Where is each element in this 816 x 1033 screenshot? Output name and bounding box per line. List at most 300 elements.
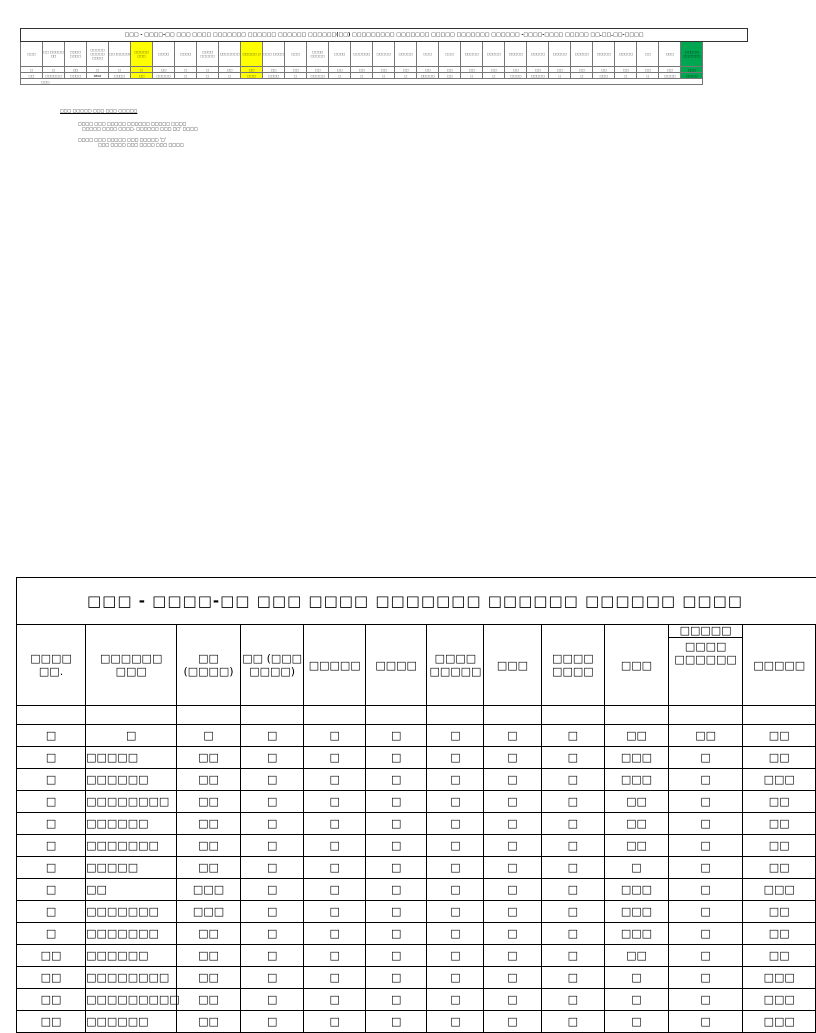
table-cell: □ bbox=[240, 791, 304, 813]
table-cell: □□□ bbox=[605, 879, 669, 901]
thumbnail-cell: □ bbox=[285, 73, 307, 79]
table-cell: □ bbox=[484, 967, 541, 989]
thumbnail-cell: □□ bbox=[153, 67, 175, 73]
thumbnail-cell: □□□□□ □□□□□□ bbox=[681, 42, 703, 67]
table-cell: □ bbox=[365, 813, 426, 835]
table-cell: □ bbox=[365, 747, 426, 769]
table-cell: □ bbox=[365, 945, 426, 967]
table-cell: □ bbox=[17, 857, 86, 879]
table-row bbox=[17, 945, 816, 967]
table-cell: □□□ bbox=[605, 769, 669, 791]
thumbnail-cell: □□□□ bbox=[109, 73, 131, 79]
thumbnail-cell: □ bbox=[109, 67, 131, 73]
thumbnail-cell: □□□□ bbox=[329, 42, 351, 67]
thumbnail-cell: □ bbox=[483, 73, 505, 79]
table-cell: □ bbox=[240, 813, 304, 835]
table-cell: □ bbox=[304, 769, 365, 791]
thumbnail-cell: □ bbox=[373, 73, 395, 79]
table-row bbox=[17, 901, 816, 923]
table-cell: □ bbox=[365, 835, 426, 857]
thumbnail-cell: □ bbox=[175, 67, 197, 73]
table-row bbox=[17, 967, 816, 989]
thumbnail-cell: □□□ bbox=[681, 67, 703, 73]
thumbnail-cell: □□□□□ bbox=[373, 42, 395, 67]
thumbnail-cell: □□□ bbox=[439, 42, 461, 67]
table-cell: □ bbox=[427, 901, 484, 923]
table-cell: □□ bbox=[743, 813, 816, 835]
thumbnail-cell: □□ bbox=[307, 67, 329, 73]
table-cell: □ bbox=[484, 901, 541, 923]
thumbnail-cell: □□ bbox=[373, 67, 395, 73]
thumbnail-cell: □□□□□ bbox=[527, 73, 549, 79]
thumbnail-cell: □□□ bbox=[285, 42, 307, 67]
note-line: □□□ □□□□ □□□ □□□□ □□□ □□□□ bbox=[98, 142, 184, 147]
index-cell: □□ bbox=[605, 725, 669, 747]
district-name-cell: □□□□□□ bbox=[86, 813, 177, 835]
table-cell: □ bbox=[365, 989, 426, 1011]
table-cell: □ bbox=[17, 813, 86, 835]
table-cell: □ bbox=[427, 747, 484, 769]
district-name-cell: □□□□□□□□ bbox=[86, 967, 177, 989]
table-cell: □ bbox=[484, 835, 541, 857]
table-cell: □□□ bbox=[605, 923, 669, 945]
column-header: □□□□□ bbox=[743, 625, 816, 706]
table-cell: □ bbox=[668, 901, 743, 923]
thumbnail-cell: □ bbox=[21, 67, 43, 73]
thumbnail-cell: □□ bbox=[285, 67, 307, 73]
thumbnail-cell: □□□□□ □ bbox=[241, 42, 263, 67]
table-cell: □ bbox=[427, 813, 484, 835]
table-cell: □□ bbox=[177, 857, 241, 879]
thumbnail-cell: SB02 bbox=[87, 73, 109, 79]
table-cell: □ bbox=[541, 923, 605, 945]
table-body bbox=[17, 747, 816, 1033]
thumbnail-cell: □□□□□□ bbox=[351, 42, 373, 67]
thumbnail-cell: □□ bbox=[131, 73, 153, 79]
thumbnail-title: □□□ - □□□□-□□ □□□ □□□□ □□□□□□□ □□□□□□ □□□□□□ □□□□□□(□□) □□□□□□□□□ □□□□□□□ □□□□□ □□□□□□□ □□□□□□ -□□□□-□□□□ □□□□□ □□.□□.□□-□□□□ bbox=[21, 29, 748, 42]
thumbnail-cell: □□ bbox=[505, 67, 527, 73]
thumbnail-cell: □□□□□ bbox=[549, 42, 571, 67]
table-cell: □□ bbox=[743, 857, 816, 879]
thumbnail-total-row bbox=[21, 79, 748, 85]
table-cell: □□ bbox=[605, 813, 669, 835]
table-cell: □ bbox=[304, 945, 365, 967]
index-cell: □□ bbox=[668, 725, 743, 747]
table-row bbox=[17, 923, 816, 945]
thumbnail-cell: □□ bbox=[219, 67, 241, 73]
table-cell: □□□ bbox=[743, 1011, 816, 1033]
thumbnail-cell: □□□□ bbox=[659, 73, 681, 79]
thumbnail-cell: □□□□□ bbox=[307, 73, 329, 79]
table-cell: □ bbox=[427, 1011, 484, 1033]
table-cell: □ bbox=[668, 945, 743, 967]
thumbnail-cell: □□ bbox=[637, 42, 659, 67]
table-cell: □□□ bbox=[177, 879, 241, 901]
thumbnail-cell: □□□□ □□□□□ bbox=[307, 42, 329, 67]
table-cell: □ bbox=[605, 1011, 669, 1033]
table-cell: □□□ bbox=[743, 879, 816, 901]
column-header: □□ (□□□ □□□□) bbox=[240, 625, 304, 706]
table-cell: □□□ bbox=[743, 989, 816, 1011]
index-cell: □ bbox=[427, 725, 484, 747]
table-cell: □ bbox=[17, 747, 86, 769]
thumbnail-cell: □□ bbox=[593, 67, 615, 73]
thumbnail-cell: □□□ bbox=[659, 42, 681, 67]
table-cell: □□ bbox=[177, 1011, 241, 1033]
note-line: □□□□ □□□ □□□□□ □□□ □□□□□ '□' bbox=[78, 137, 166, 142]
table-cell: □ bbox=[484, 945, 541, 967]
table-cell: □ bbox=[304, 879, 365, 901]
table-cell: □□ bbox=[743, 835, 816, 857]
thumbnail-cell: □□□□□ bbox=[615, 42, 637, 67]
column-header: □□□ bbox=[605, 625, 669, 706]
table-cell: □ bbox=[484, 923, 541, 945]
table-cell: □ bbox=[17, 769, 86, 791]
thumbnail-cell: □□□ bbox=[593, 73, 615, 79]
thumbnail-cell: □□ bbox=[241, 67, 263, 73]
thumbnail-cell: □ bbox=[43, 67, 65, 73]
thumbnail-cell: □□□ bbox=[241, 73, 263, 79]
table-cell: □ bbox=[427, 945, 484, 967]
column-header: □□□□ □□□□□□ bbox=[674, 640, 737, 666]
thumbnail-cell: □□□□□ bbox=[483, 42, 505, 67]
index-cell: □ bbox=[541, 725, 605, 747]
header-row bbox=[17, 625, 816, 706]
table-cell: □ bbox=[668, 989, 743, 1011]
thumbnail-cell: □□□□□□ bbox=[43, 73, 65, 79]
table-row bbox=[17, 813, 816, 835]
table-cell: □□□ bbox=[605, 901, 669, 923]
table-cell: □□ bbox=[743, 901, 816, 923]
sheet-zoomed bbox=[16, 577, 806, 1028]
column-header: □□□□□□ □□□ bbox=[86, 625, 177, 706]
table-cell: □ bbox=[304, 989, 365, 1011]
table-cell: □ bbox=[541, 967, 605, 989]
table-cell: □ bbox=[484, 769, 541, 791]
table-cell: □□ bbox=[177, 835, 241, 857]
table-cell: □□ bbox=[177, 791, 241, 813]
thumbnail-cell: □□ bbox=[417, 67, 439, 73]
thumbnail-cell: □□□ bbox=[417, 42, 439, 67]
index-cell: □ bbox=[177, 725, 241, 747]
district-name-cell: □□□□□□□ bbox=[86, 901, 177, 923]
thumbnail-cell: □□□□□ bbox=[153, 73, 175, 79]
table-cell: □ bbox=[541, 1011, 605, 1033]
spacer-row bbox=[17, 706, 816, 725]
table-cell: □ bbox=[541, 879, 605, 901]
table-cell: □□ bbox=[177, 923, 241, 945]
table-cell: □ bbox=[668, 813, 743, 835]
index-cell: □ bbox=[304, 725, 365, 747]
thumbnail-cell: □□ bbox=[21, 73, 43, 79]
table-cell: □ bbox=[17, 879, 86, 901]
table-cell: □ bbox=[668, 1011, 743, 1033]
thumbnail-cell: □□□□ bbox=[65, 73, 87, 79]
thumbnail-cell: □ bbox=[197, 67, 219, 73]
thumbnail-cell: □□ bbox=[549, 67, 571, 73]
table-cell: □ bbox=[365, 967, 426, 989]
table-cell: □ bbox=[668, 791, 743, 813]
thumbnail-cell: □ bbox=[571, 73, 593, 79]
note-line: □□□ □□□□□ □□□ □□□ □□□□□ bbox=[60, 108, 138, 113]
table-cell: □□ bbox=[743, 945, 816, 967]
table-cell: □ bbox=[365, 857, 426, 879]
table-cell: □ bbox=[304, 835, 365, 857]
table-cell: □□ bbox=[743, 791, 816, 813]
table-row bbox=[17, 857, 816, 879]
table-cell: □ bbox=[365, 879, 426, 901]
table-cell: □□□ bbox=[743, 769, 816, 791]
thumbnail-cell: □□ bbox=[439, 67, 461, 73]
table-cell: □ bbox=[605, 857, 669, 879]
table-cell: □ bbox=[365, 901, 426, 923]
table-cell: □ bbox=[240, 857, 304, 879]
table-cell: □□□ bbox=[177, 901, 241, 923]
thumbnail-cell: □□□□ bbox=[681, 73, 703, 79]
table-cell: □□ bbox=[17, 989, 86, 1011]
table-cell: □□□ bbox=[605, 747, 669, 769]
thumbnail-cell: □□□□□ bbox=[571, 42, 593, 67]
table-cell: □ bbox=[427, 989, 484, 1011]
table-cell: □ bbox=[304, 901, 365, 923]
district-name-cell: □□□□□ bbox=[86, 857, 177, 879]
table-cell: □ bbox=[304, 1011, 365, 1033]
thumbnail-cell: □ bbox=[351, 73, 373, 79]
table-row bbox=[17, 769, 816, 791]
table-cell: □ bbox=[668, 857, 743, 879]
table-cell: □ bbox=[240, 747, 304, 769]
thumbnail-cell: □□ bbox=[395, 67, 417, 73]
thumbnail-cell: □□ bbox=[571, 67, 593, 73]
table-cell: □□ bbox=[177, 989, 241, 1011]
table-cell: □ bbox=[541, 989, 605, 1011]
district-name-cell: □□□□□□□□□ bbox=[86, 989, 177, 1011]
thumbnail-cell: □□□□ bbox=[153, 42, 175, 67]
table-cell: □ bbox=[365, 923, 426, 945]
column-header: □□□□□ bbox=[304, 625, 365, 706]
table-cell: □ bbox=[304, 791, 365, 813]
table-cell: □ bbox=[484, 747, 541, 769]
table-cell: □ bbox=[484, 857, 541, 879]
table-cell: □ bbox=[427, 857, 484, 879]
table-cell: □ bbox=[541, 813, 605, 835]
table-cell: □ bbox=[541, 747, 605, 769]
table-cell: □ bbox=[541, 769, 605, 791]
table-cell: □ bbox=[427, 879, 484, 901]
table-cell: □ bbox=[240, 945, 304, 967]
table-cell: □ bbox=[605, 989, 669, 1011]
thumbnail-cell: □ bbox=[615, 73, 637, 79]
thumbnail-cell: □ bbox=[549, 73, 571, 79]
column-header-group bbox=[668, 625, 743, 706]
table-cell: □ bbox=[240, 769, 304, 791]
thumbnail-cell: □ bbox=[131, 67, 153, 73]
district-name-cell: □□ bbox=[86, 879, 177, 901]
thumbnail-cell: □□ bbox=[637, 67, 659, 73]
note-line: □□□□ □□□ □□□□□ □□□□□□ □□□□□ □□□□ bbox=[78, 121, 187, 126]
table-cell: □ bbox=[240, 967, 304, 989]
table-cell: □ bbox=[17, 791, 86, 813]
table-cell: □ bbox=[541, 835, 605, 857]
table-cell: □ bbox=[365, 791, 426, 813]
table-cell: □ bbox=[668, 879, 743, 901]
table-cell: □□ bbox=[605, 945, 669, 967]
column-group-label: □□□□□ bbox=[669, 625, 743, 638]
table-row bbox=[17, 791, 816, 813]
thumbnail-cell: □□□□ bbox=[505, 73, 527, 79]
thumbnail-cell: □□ bbox=[263, 67, 285, 73]
table-cell: □ bbox=[484, 989, 541, 1011]
thumbnail-cell: □□□□□ bbox=[395, 42, 417, 67]
data-table bbox=[16, 577, 816, 1033]
table-cell: □ bbox=[484, 813, 541, 835]
thumbnail-cell: □□□ □□□□ bbox=[263, 42, 285, 67]
district-name-cell: □□□□□□ bbox=[86, 945, 177, 967]
thumbnail-cell: □ bbox=[637, 73, 659, 79]
thumbnail-notes bbox=[60, 108, 198, 147]
table-cell: □ bbox=[541, 791, 605, 813]
index-cell: □ bbox=[484, 725, 541, 747]
district-name-cell: □□□□□□□ bbox=[86, 835, 177, 857]
table-cell: □ bbox=[541, 857, 605, 879]
index-cell: □ bbox=[240, 725, 304, 747]
thumbnail-cell: □□□□ □□□□□ bbox=[197, 42, 219, 67]
thumbnail-cell: □□ bbox=[527, 67, 549, 73]
table-cell: □ bbox=[605, 967, 669, 989]
thumbnail-cell: □□□ bbox=[21, 42, 43, 67]
thumbnail-cell: □□□□□ □□□□□ □□□□ bbox=[87, 42, 109, 67]
thumbnail-cell: □□ bbox=[483, 67, 505, 73]
district-name-cell: □□□□□ bbox=[86, 747, 177, 769]
district-name-cell: □□□□□□ bbox=[86, 769, 177, 791]
table-cell: □ bbox=[427, 967, 484, 989]
table-cell: □□ bbox=[177, 747, 241, 769]
table-cell: □□ bbox=[177, 945, 241, 967]
table-row bbox=[17, 747, 816, 769]
table-cell: □ bbox=[427, 835, 484, 857]
thumbnail-cell: □□□□ bbox=[175, 42, 197, 67]
table-row bbox=[17, 1011, 816, 1033]
table-cell: □ bbox=[17, 923, 86, 945]
thumbnail-cell: □ bbox=[197, 73, 219, 79]
index-cell: □ bbox=[86, 725, 177, 747]
table-cell: □ bbox=[304, 923, 365, 945]
table-cell: □ bbox=[668, 769, 743, 791]
index-cell: □ bbox=[365, 725, 426, 747]
thumbnail-cell: □□ bbox=[659, 67, 681, 73]
table-row bbox=[17, 879, 816, 901]
column-header: □□□□ □□□□□ bbox=[427, 625, 484, 706]
table-cell: □ bbox=[484, 879, 541, 901]
thumbnail-cell: □ bbox=[87, 67, 109, 73]
thumbnail-cell: □□□□□ bbox=[417, 73, 439, 79]
table-cell: □□ bbox=[177, 769, 241, 791]
table-cell: □□ bbox=[743, 923, 816, 945]
thumbnail-cell: □□ bbox=[65, 67, 87, 73]
thumbnail-cell: □□□□ □□□□ bbox=[65, 42, 87, 67]
district-name-cell: □□□□□□□□ bbox=[86, 791, 177, 813]
thumbnail-cell: □□ bbox=[329, 67, 351, 73]
table-cell: □ bbox=[240, 989, 304, 1011]
table-row bbox=[17, 989, 816, 1011]
table-row bbox=[17, 835, 816, 857]
district-name-cell: □□□□□□□ bbox=[86, 923, 177, 945]
table-cell: □□ bbox=[743, 747, 816, 769]
table-cell: □□ bbox=[17, 1011, 86, 1033]
index-row bbox=[17, 725, 816, 747]
table-cell: □ bbox=[304, 857, 365, 879]
column-header: □□□□ □□□□ bbox=[541, 625, 605, 706]
thumbnail-cell: □□ bbox=[439, 73, 461, 79]
table-cell: □ bbox=[240, 901, 304, 923]
thumbnail-cell: □□ bbox=[461, 67, 483, 73]
table-cell: □ bbox=[304, 747, 365, 769]
thumbnail-cell: □ bbox=[329, 73, 351, 79]
thumbnail-cell: □□□□ bbox=[263, 73, 285, 79]
table-cell: □ bbox=[365, 1011, 426, 1033]
sheet-thumbnail bbox=[20, 28, 748, 85]
table-cell: □ bbox=[541, 901, 605, 923]
table-cell: □ bbox=[240, 879, 304, 901]
table-cell: □ bbox=[304, 967, 365, 989]
thumbnail-cell: □□ bbox=[351, 67, 373, 73]
table-cell: □□ bbox=[177, 967, 241, 989]
thumbnail-cell: □□□□□ □□□ bbox=[131, 42, 153, 67]
thumbnail-cell: □ bbox=[219, 73, 241, 79]
table-cell: □ bbox=[668, 967, 743, 989]
table-cell: □ bbox=[17, 835, 86, 857]
column-header: □□□□ □□. bbox=[17, 625, 86, 706]
table-cell: □□ bbox=[605, 835, 669, 857]
table-cell: □ bbox=[541, 945, 605, 967]
table-cell: □ bbox=[365, 769, 426, 791]
thumbnail-cell: □□□□□ bbox=[461, 42, 483, 67]
thumbnail-cell: □□□ bbox=[21, 79, 703, 85]
table-cell: □ bbox=[668, 835, 743, 857]
thumbnail-cell: □□ □□□□□ □□ bbox=[43, 42, 65, 67]
table-cell: □□□ bbox=[743, 967, 816, 989]
table-cell: □ bbox=[668, 747, 743, 769]
column-header: □□□ bbox=[484, 625, 541, 706]
table-cell: □□ bbox=[605, 791, 669, 813]
index-cell: □ bbox=[17, 725, 86, 747]
column-header: □□□□ bbox=[365, 625, 426, 706]
thumbnail-cell: □□□□□ bbox=[593, 42, 615, 67]
column-header: □□ (□□□□) bbox=[177, 625, 241, 706]
table-cell: □ bbox=[240, 835, 304, 857]
table-cell: □□ bbox=[17, 967, 86, 989]
table-cell: □ bbox=[427, 769, 484, 791]
thumbnail-table bbox=[20, 28, 748, 85]
thumbnail-cell: □□ bbox=[615, 67, 637, 73]
thumbnail-cell: □ bbox=[395, 73, 417, 79]
sheet-title: □□□ - □□□□-□□ □□□ □□□□ □□□□□□□ □□□□□□ □□□□□□ □□□□ bbox=[17, 578, 816, 625]
note-line: □□□□□ □□□□ □□□□. □□□□□□ □□□ □□' □□□□ bbox=[82, 126, 198, 131]
table-cell: □□ bbox=[17, 945, 86, 967]
thumbnail-cell: □□ (□□□□) bbox=[109, 42, 131, 67]
table-cell: □ bbox=[240, 1011, 304, 1033]
thumbnail-cell: □□□□□ bbox=[505, 42, 527, 67]
table-cell: □ bbox=[427, 923, 484, 945]
thumbnail-cell: □ bbox=[175, 73, 197, 79]
thumbnail-header-row bbox=[21, 42, 748, 67]
table-cell: □ bbox=[484, 791, 541, 813]
table-cell: □ bbox=[427, 791, 484, 813]
table-cell: □ bbox=[17, 901, 86, 923]
table-cell: □ bbox=[484, 1011, 541, 1033]
thumbnail-cell: □□□□□ bbox=[527, 42, 549, 67]
table-cell: □ bbox=[240, 923, 304, 945]
